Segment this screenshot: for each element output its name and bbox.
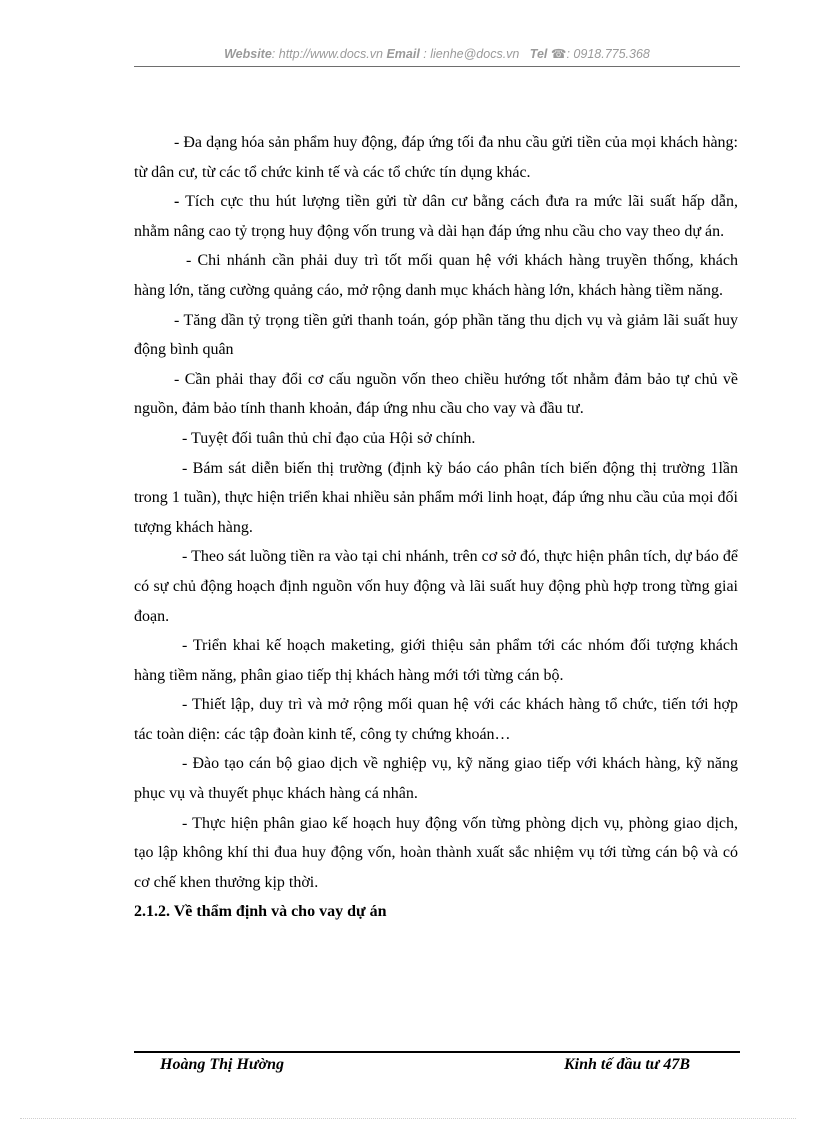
website-value: : http://www.docs.vn <box>271 47 383 61</box>
bold-dash: - <box>174 193 180 211</box>
document-body <box>134 128 738 927</box>
paragraph-4: - Tăng dần tỷ trọng tiền gửi thanh toán, góp phần tăng thu dịch vụ và giảm lãi suất huy động bình quân <box>134 311 738 359</box>
paragraph-3: - Chi nhánh cần phải duy trì tốt mối quan hệ với khách hàng truyền thống, khách hàng lớn, tăng cường quảng cáo, mở rộng danh mục khách hàng lớn, khách hàng tiềm năng. <box>134 252 738 299</box>
email-label: Email <box>386 47 420 61</box>
paragraph-2 <box>134 187 738 246</box>
page-edge <box>20 1118 796 1119</box>
section-heading: 2.1.2. Về thẩm định và cho vay dự án <box>134 903 387 921</box>
page-header <box>134 46 740 68</box>
footer-author: Hoàng Thị Hường <box>160 1056 284 1073</box>
email-value: : lienhe@docs.vn <box>423 47 520 61</box>
paragraph-5: - Cần phải thay đổi cơ cấu nguồn vốn theo chiều hướng tốt nhằm đảm bảo tự chủ về nguồn, đảm bảo tính thanh khoản, đáp ứng nhu cầu cho vay và đầu tư. <box>134 370 738 418</box>
footer-divider <box>134 1051 740 1053</box>
paragraph-1: - Đa dạng hóa sản phẩm huy động, đáp ứng tối đa nhu cầu gửi tiền của mọi khách hàng: từ dân cư, từ các tổ chức kinh tế và các tổ chức tín dụng khác. <box>134 134 738 181</box>
paragraph-8: - Theo sát luồng tiền ra vào tại chi nhánh, trên cơ sở đó, thực hiện phân tích, dự báo để có sự chủ động hoạch định nguồn vốn huy động và lãi suất huy động phù hợp trong từng giai đoạn. <box>134 548 738 625</box>
paragraph-7: - Bám sát diễn biến thị trường (định kỳ báo cáo phân tích biến động thị trường 1lần trong 1 tuần), thực hiện triển khai nhiều sản phẩm mới linh hoạt, đáp ứng nhu cầu của mọi đối tượng khách hàng. <box>134 459 738 536</box>
phone-icon: ☎ <box>550 47 567 61</box>
website-label: Website <box>224 47 272 61</box>
header-divider <box>134 66 740 67</box>
paragraph-10: - Thiết lập, duy trì và mở rộng mối quan hệ với các khách hàng tổ chức, tiến tới hợp tác toàn diện: các tập đoàn kinh tế, công ty chứng khoán… <box>134 696 738 743</box>
footer-class: Kinh tế đầu tư 47B <box>564 1056 691 1073</box>
paragraph-9: - Triển khai kế hoạch maketing, giới thiệu sản phẩm tới các nhóm đối tượng khách hàng tiềm năng, phân giao tiếp thị khách hàng mới tới từng cán bộ. <box>134 637 738 684</box>
paragraph-12: - Thực hiện phân giao kế hoạch huy động vốn từng phòng dịch vụ, phòng giao dịch, tạo lập không khí thi đua huy động vốn, hoàn thành xuất sắc nhiệm vụ tới từng cán bộ và có cơ chế khen thưởng kịp thời. <box>134 814 738 891</box>
paragraph-2-text: Tích cực thu hút lượng tiền gửi từ dân cư bằng cách đưa ra mức lãi suất hấp dẫn, nhằm nâng cao tỷ trọng huy động vốn trung và dài hạn đáp ứng nhu cầu cho vay theo dự án. <box>134 193 738 240</box>
tel-label: Tel <box>529 47 548 61</box>
paragraph-6: - Tuyệt đối tuân thủ chỉ đạo của Hội sở chính. <box>182 429 476 447</box>
paragraph-11: - Đào tạo cán bộ giao dịch về nghiệp vụ, kỹ năng giao tiếp với khách hàng, kỹ năng phục vụ và thuyết phục khách hàng cá nhân. <box>134 755 738 803</box>
tel-value: : 0918.775.368 <box>566 47 650 61</box>
